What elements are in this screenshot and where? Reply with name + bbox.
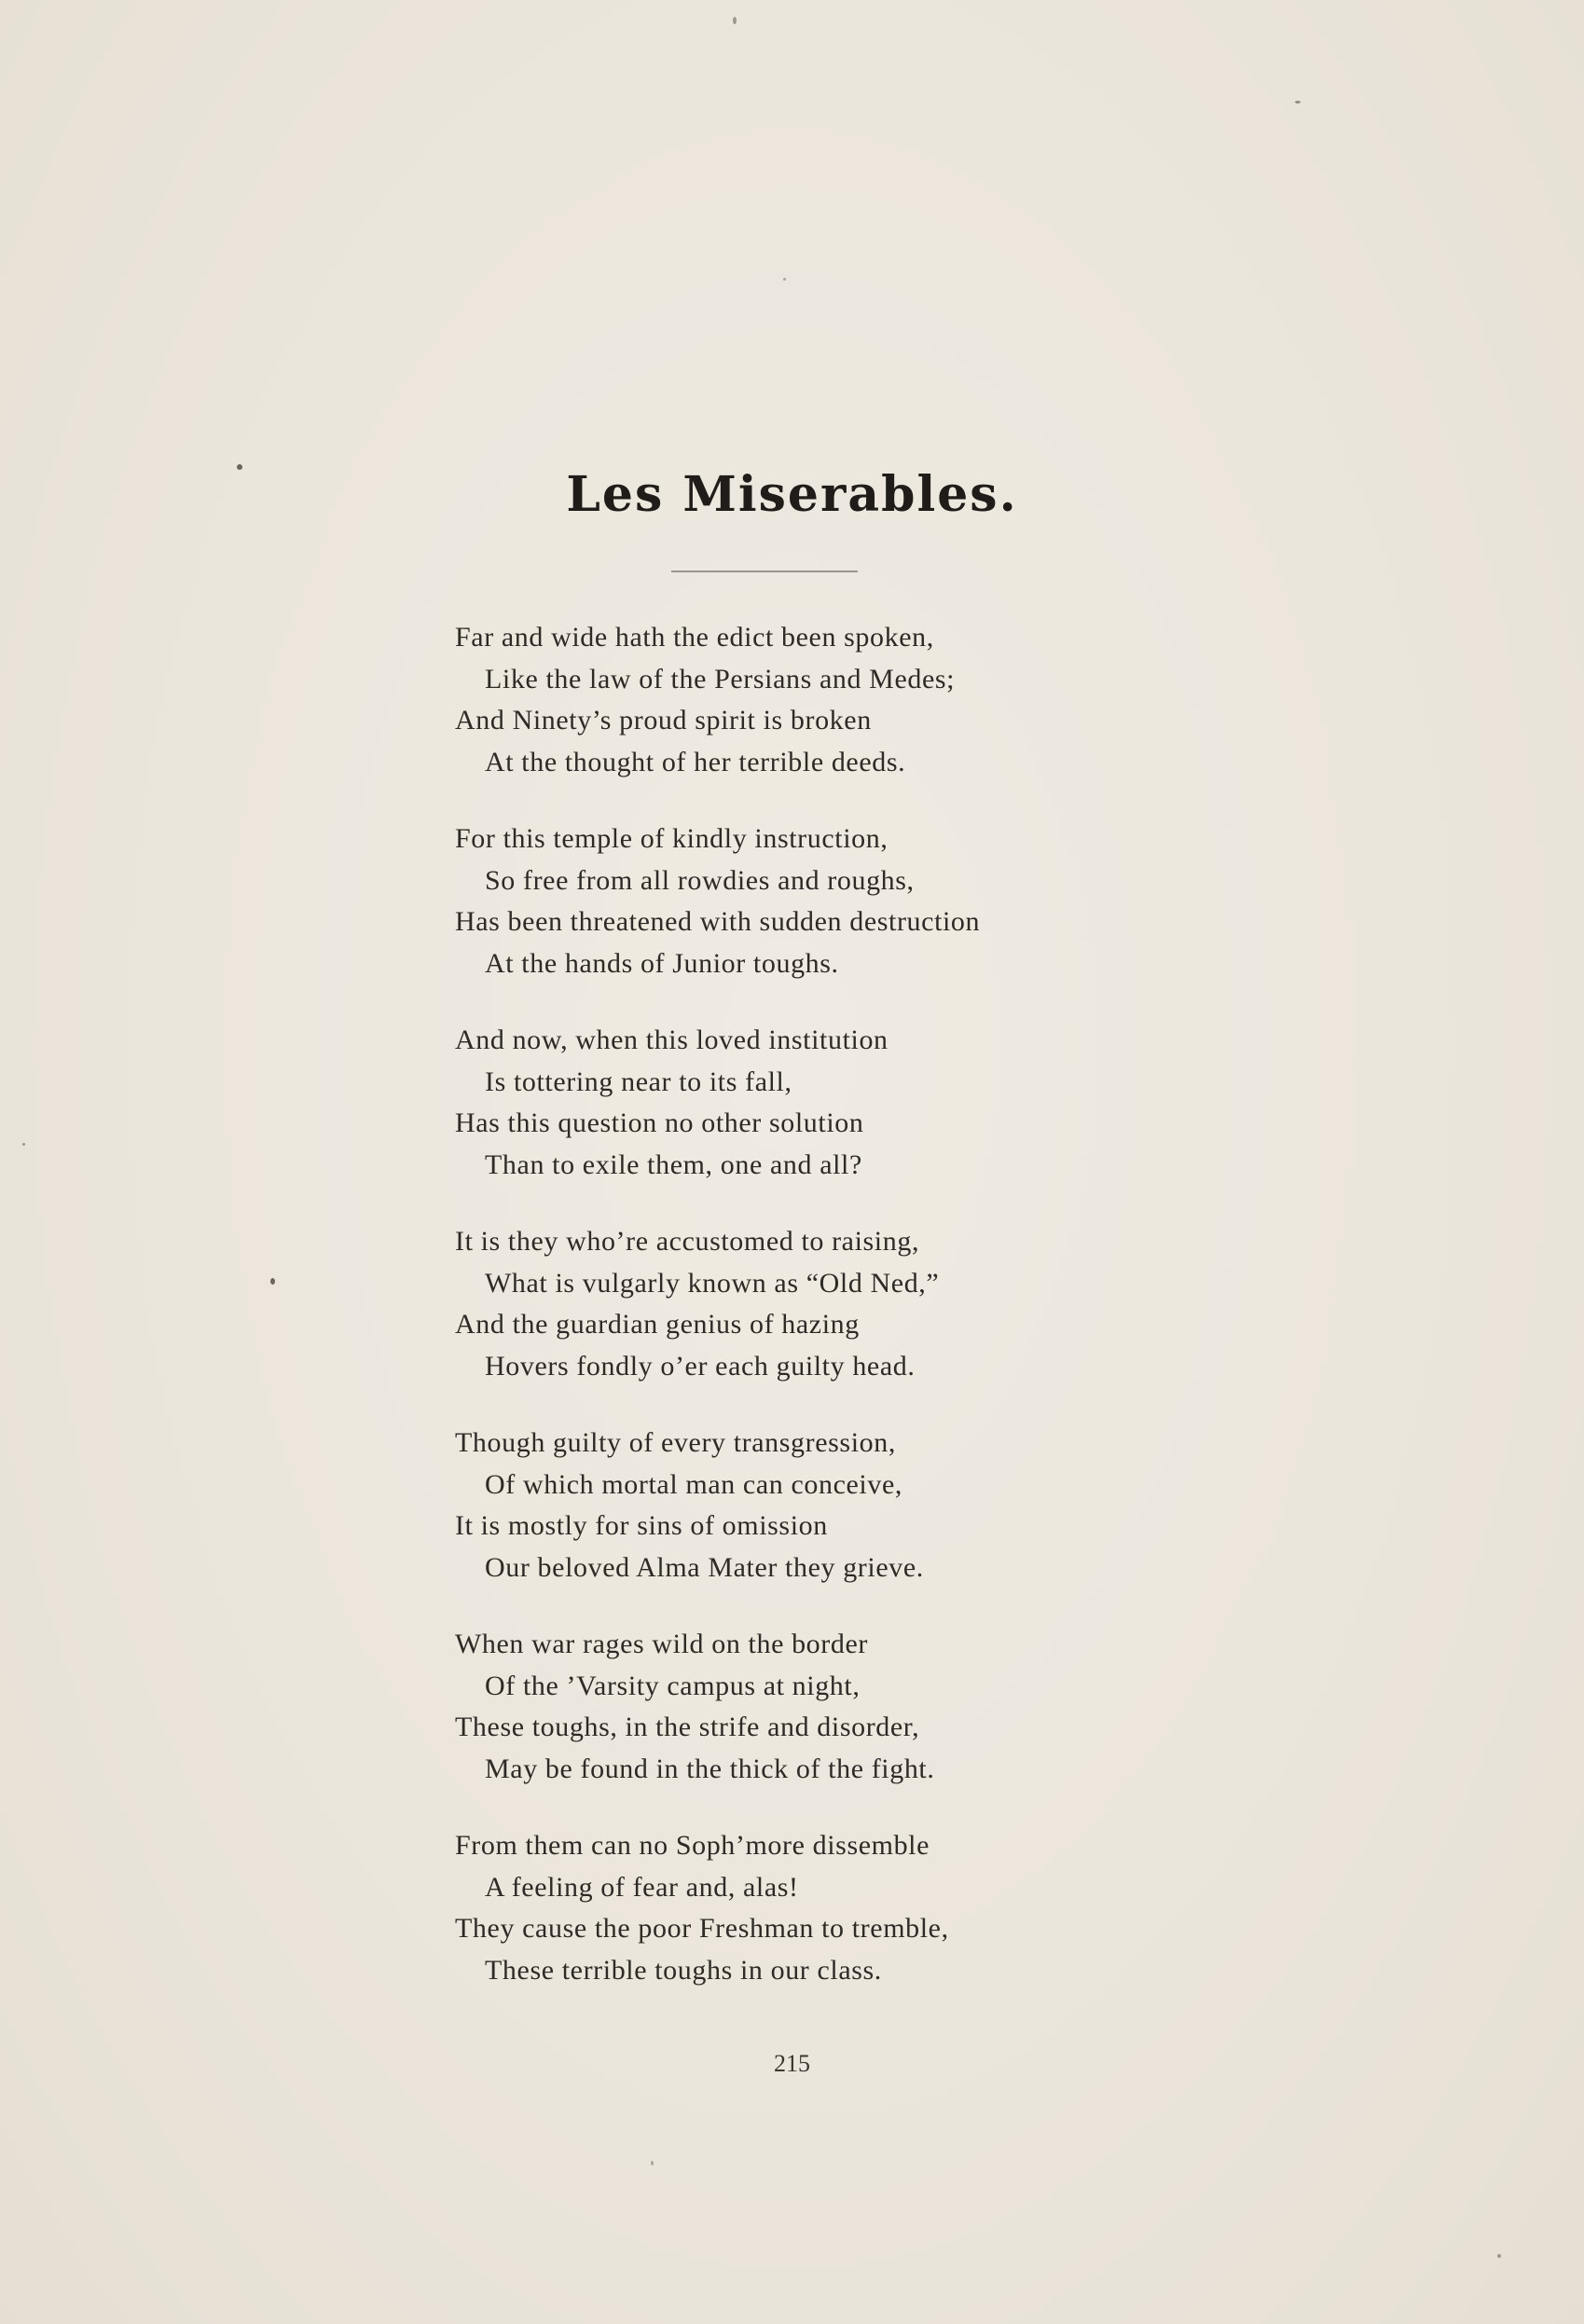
poem-line: It is mostly for sins of omission xyxy=(455,1510,828,1541)
title-divider-rule xyxy=(671,571,858,572)
poem-line: Has this question no other solution xyxy=(455,1107,864,1138)
poem-line: Than to exile them, one and all? xyxy=(485,1148,862,1180)
poem-line: Like the law of the Persians and Medes; xyxy=(485,663,956,694)
poem-line: A feeling of fear and, alas! xyxy=(485,1871,799,1903)
poem-line: Of which mortal man can conceive, xyxy=(485,1468,902,1500)
poem-line: Is tottering near to its fall, xyxy=(485,1066,792,1097)
poem-line: Has been threatened with sudden destruction xyxy=(455,906,981,937)
poem-line: Though guilty of every transgression, xyxy=(455,1427,896,1458)
poem-line: Of the ’Varsity campus at night, xyxy=(485,1670,861,1701)
poem-line: They cause the poor Freshman to tremble, xyxy=(455,1913,949,1944)
paper-speck xyxy=(22,1143,25,1146)
paper-speck xyxy=(733,17,737,24)
poem-line: At the thought of her terrible deeds. xyxy=(485,746,906,777)
paper-speck xyxy=(1295,101,1301,103)
poem-line: At the hands of Junior toughs. xyxy=(485,947,839,979)
stanza-3 xyxy=(455,1020,1126,1186)
stanza-1 xyxy=(455,617,1126,783)
poem-line: So free from all rowdies and roughs, xyxy=(485,864,915,896)
stanza-4 xyxy=(455,1221,1126,1387)
poem-line: What is vulgarly known as “Old Ned,” xyxy=(485,1267,940,1299)
poem-line: It is they who’re accustomed to raising, xyxy=(455,1226,920,1257)
poem-line: And the guardian genius of hazing xyxy=(455,1309,860,1340)
paper-speck xyxy=(270,1278,275,1285)
poem-line: For this temple of kindly instruction, xyxy=(455,823,888,854)
stanza-2 xyxy=(455,818,1126,984)
paper-speck xyxy=(651,2161,654,2166)
stanza-7 xyxy=(455,1825,1126,1991)
paper-speck xyxy=(237,464,242,470)
paper-speck xyxy=(783,278,786,281)
poem-line: When war rages wild on the border xyxy=(455,1629,868,1659)
poem-line: And now, when this loved institution xyxy=(455,1024,888,1055)
poem-line: May be found in the thick of the fight. xyxy=(485,1753,935,1784)
poem-line: And Ninety’s proud spirit is broken xyxy=(455,705,872,736)
poem-line: These terrible toughs in our class. xyxy=(485,1954,882,1986)
stanza-5 xyxy=(455,1423,1126,1588)
paper-speck xyxy=(1497,2254,1501,2258)
poem-line: These toughs, in the strife and disorder, xyxy=(455,1712,920,1742)
page-number: 215 xyxy=(774,2050,810,2077)
poem-line: Our beloved Alma Mater they grieve. xyxy=(485,1551,924,1583)
stanza-6 xyxy=(455,1624,1126,1790)
poem-line: From them can no Soph’more dissemble xyxy=(455,1830,930,1861)
poem-line: Far and wide hath the edict been spoken, xyxy=(455,622,934,653)
poem-body xyxy=(455,617,1126,2027)
poem-line: Hovers fondly o’er each guilty head. xyxy=(485,1350,916,1382)
poem-title: Les Miserables. xyxy=(566,466,1018,523)
